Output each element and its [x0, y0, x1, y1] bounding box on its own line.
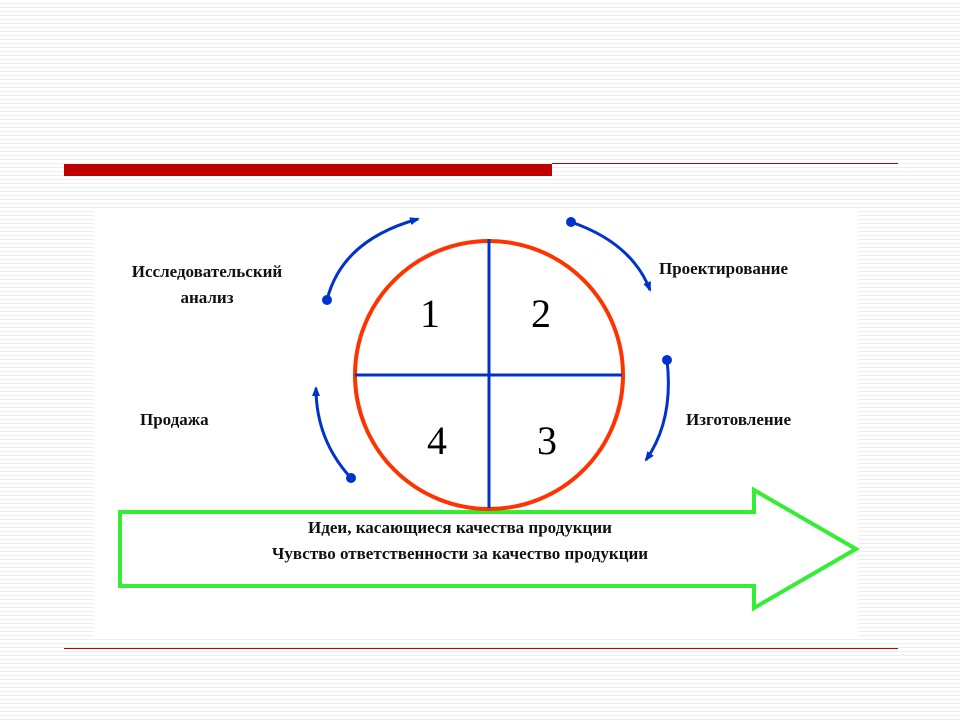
arrow-start-dot [662, 355, 672, 365]
quality-ideas-text: Идеи, касающиеся качества продукции [308, 518, 612, 537]
quadrant-number-1: 1 [420, 291, 440, 336]
arrow-sales-to-research [316, 388, 356, 483]
quadrant-number-4: 4 [427, 418, 447, 463]
quality-responsibility-text: Чувство ответственности за качество продукции [271, 544, 649, 563]
arrow-design-to-production [566, 217, 650, 290]
arrow-research-to-design [322, 219, 418, 305]
arrow-start-dot [322, 295, 332, 305]
stage-label-production: Изготовление [686, 410, 792, 429]
quadrant-number-2: 2 [531, 291, 551, 336]
stage-label-sales: Продажа [140, 410, 209, 429]
footer-divider-line [64, 648, 898, 649]
stage-label-research: Исследовательский анализ [131, 262, 283, 307]
stage-label-design: Проектирование [659, 259, 789, 278]
quadrant-number-3: 3 [537, 418, 557, 463]
arrow-production-to-sales [646, 355, 672, 460]
quality-arrow-text [120, 515, 800, 567]
arrow-start-dot [346, 473, 356, 483]
arrow-start-dot [566, 217, 576, 227]
